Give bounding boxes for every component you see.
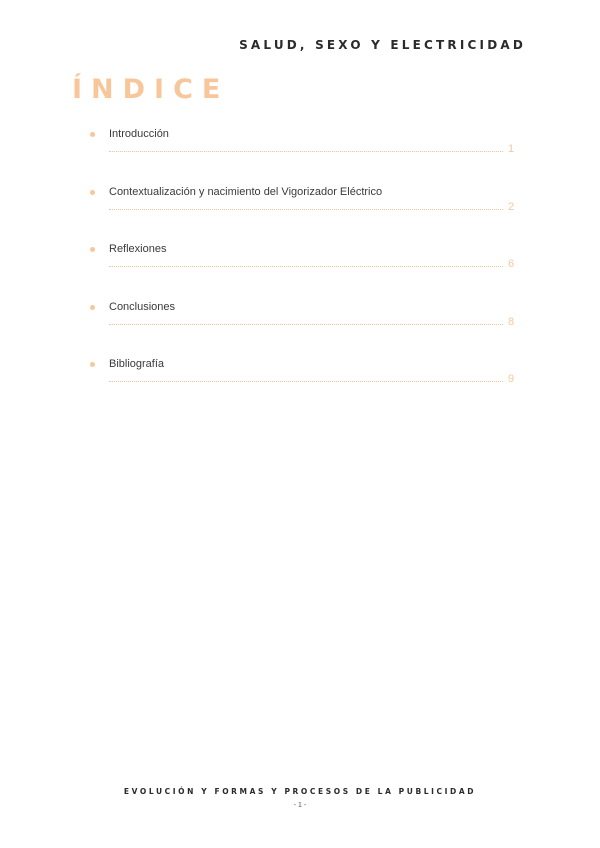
toc-entry-introduccion[interactable]	[90, 128, 516, 186]
dotted-leader	[109, 209, 503, 210]
toc-entry-page: 9	[508, 373, 515, 385]
toc-entry-label: Conclusiones	[109, 300, 176, 313]
bullet-icon	[90, 305, 95, 310]
dotted-leader	[109, 266, 503, 267]
toc-entry-label: Introducción	[109, 128, 169, 140]
toc-entry-label: Bibliografía	[109, 358, 165, 370]
index-title: ÍNDICE	[72, 74, 230, 105]
bullet-icon	[90, 190, 95, 195]
toc-entry-bibliografia[interactable]	[90, 358, 516, 416]
toc-entry-page: 8	[508, 315, 515, 328]
page-header-title: SALUD, SEXO Y ELECTRICIDAD	[239, 38, 526, 52]
toc-entry-reflexiones[interactable]	[90, 243, 516, 301]
footer-page-number: - 1 -	[293, 802, 307, 809]
dotted-leader	[109, 381, 503, 382]
table-of-contents	[90, 128, 516, 416]
bullet-icon	[90, 362, 95, 367]
toc-entry-page: 1	[508, 143, 515, 155]
toc-entry-conclusiones[interactable]	[90, 301, 516, 359]
bullet-icon	[90, 132, 95, 137]
toc-entry-label: Reflexiones	[109, 243, 167, 255]
footer-title: EVOLUCIÓN Y FORMAS Y PROCESOS DE LA PUBLICIDAD	[123, 787, 477, 796]
dotted-leader	[109, 151, 503, 152]
toc-entry-contextualizacion[interactable]	[90, 186, 516, 244]
bullet-icon	[90, 247, 95, 252]
toc-entry-label: Contextualización y nacimiento del Vigorizador Eléctrico	[109, 185, 383, 198]
dotted-leader	[109, 324, 503, 325]
toc-entry-page: 2	[508, 200, 515, 213]
toc-entry-page: 6	[508, 258, 515, 270]
